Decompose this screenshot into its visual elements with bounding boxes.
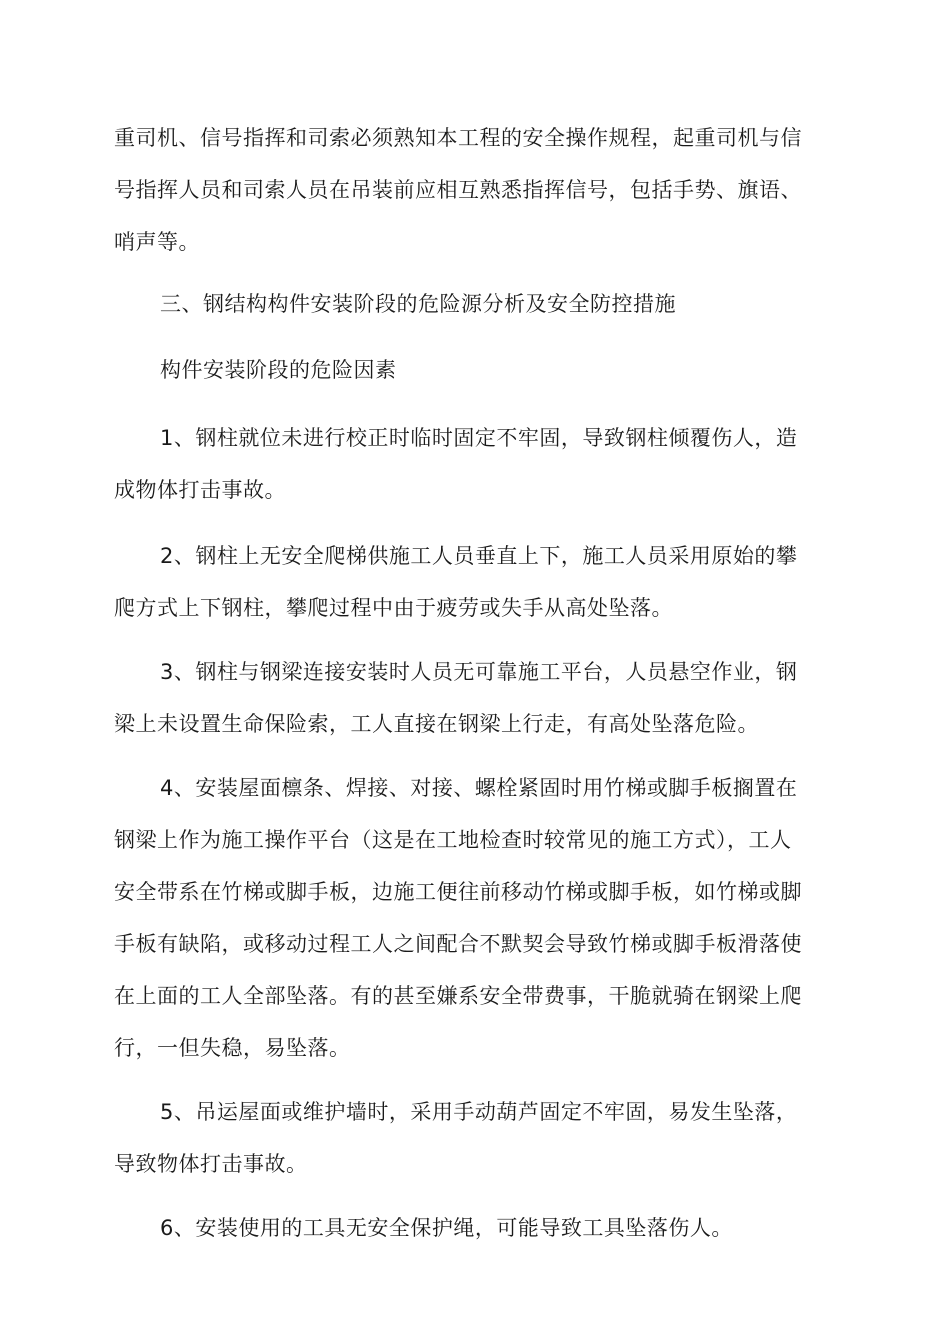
item-4-line-2: 钢梁上作为施工操作平台（这是在工地检查时较常见的施工方式），工人 (114, 828, 792, 852)
item-6-line-1: 6、安装使用的工具无安全保护绳，可能导致工具坠落伤人。 (160, 1216, 733, 1240)
item-4-line-5: 在上面的工人全部坠落。有的甚至嫌系安全带费事，干脆就骑在钢梁上爬 (114, 984, 802, 1008)
item-4-line-1: 4、安装屋面檩条、焊接、对接、螺栓紧固时用竹梯或脚手板搁置在 (160, 776, 798, 800)
item-5-line-1: 5、吊运屋面或维护墙时，采用手动葫芦固定不牢固，易发生坠落， (160, 1100, 798, 1124)
item-4-line-6: 行，一但失稳，易坠落。 (114, 1036, 351, 1060)
text-line-intro-2: 号指挥人员和司索人员在吊装前应相互熟悉指挥信号，包括手势、旗语、 (114, 178, 802, 202)
item-5-line-2: 导致物体打击事故。 (114, 1152, 308, 1176)
subsection-heading: 构件安装阶段的危险因素 (160, 358, 397, 382)
item-1-line-2: 成物体打击事故。 (114, 478, 286, 502)
item-3-line-1: 3、钢柱与钢梁连接安装时人员无可靠施工平台，人员悬空作业，钢 (160, 660, 798, 684)
text-line-intro-1: 重司机、信号指挥和司索必须熟知本工程的安全操作规程，起重司机与信 (114, 126, 802, 150)
section-heading: 三、钢结构构件安装阶段的危险源分析及安全防控措施 (160, 292, 676, 316)
item-2-line-2: 爬方式上下钢柱，攀爬过程中由于疲劳或失手从高处坠落。 (114, 596, 673, 620)
text-line-intro-3: 哨声等。 (114, 230, 200, 254)
item-1-line-1: 1、钢柱就位未进行校正时临时固定不牢固，导致钢柱倾覆伤人，造 (160, 426, 798, 450)
item-4-line-3: 安全带系在竹梯或脚手板，边施工便往前移动竹梯或脚手板，如竹梯或脚 (114, 880, 802, 904)
item-2-line-1: 2、钢柱上无安全爬梯供施工人员垂直上下，施工人员采用原始的攀 (160, 544, 798, 568)
item-4-line-4: 手板有缺陷，或移动过程工人之间配合不默契会导致竹梯或脚手板滑落使 (114, 932, 802, 956)
item-3-line-2: 梁上未设置生命保险索，工人直接在钢梁上行走，有高处坠落危险。 (114, 712, 759, 736)
